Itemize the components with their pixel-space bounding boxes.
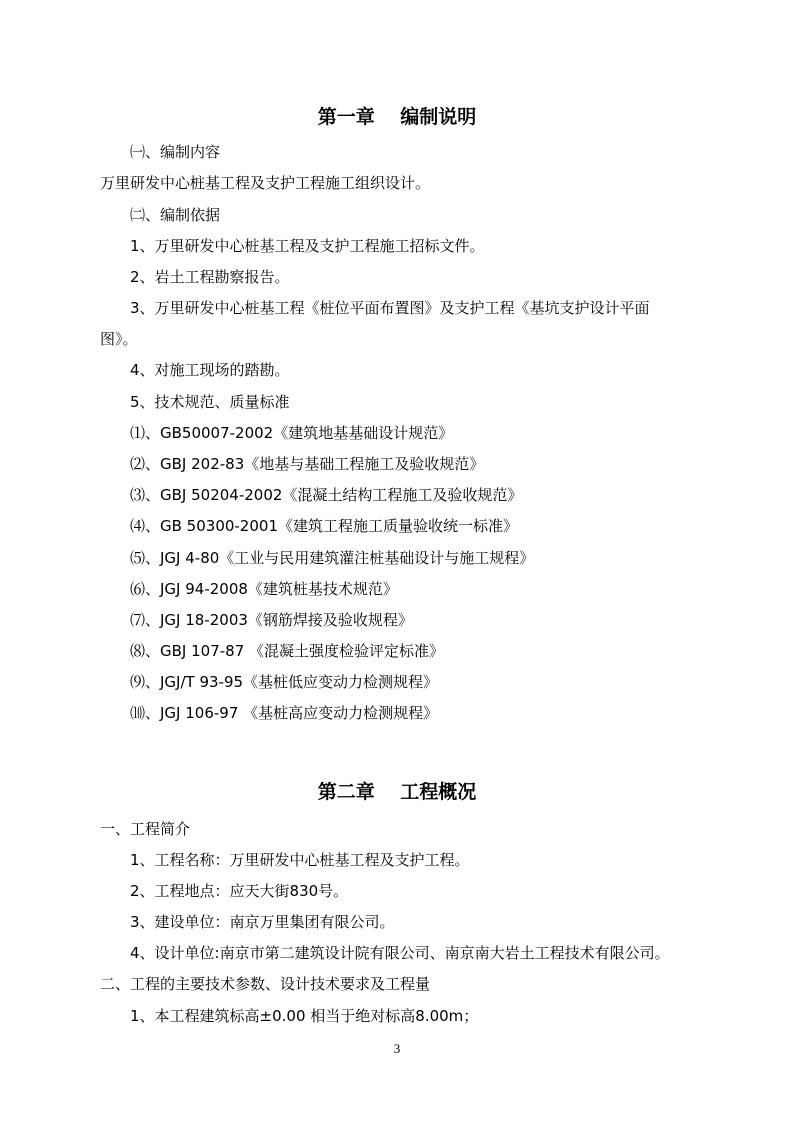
- info-item: 4、设计单位:南京市第二建筑设计院有限公司、南京南大岩土工程技术有限公司。: [130, 944, 670, 962]
- list-item: 2、岩土工程勘察报告。: [130, 268, 290, 286]
- paragraph: 万里研发中心桩基工程及支护工程施工组织设计。: [100, 174, 431, 192]
- section-heading: ㈠、编制内容: [130, 143, 221, 161]
- list-item-continuation: 图》。: [100, 330, 138, 348]
- standard-item: ⑴、GB50007-2002《建筑地基基础设计规范》: [130, 424, 454, 442]
- standard-item: ⑻、GBJ 107-87 《混凝土强度检验评定标准》: [130, 642, 445, 660]
- list-item: 1、万里研发中心桩基工程及支护工程施工招标文件。: [130, 237, 485, 255]
- chapter-title: 第二章 工程概况: [317, 781, 477, 803]
- list-item: 4、对施工现场的踏勘。: [130, 361, 290, 379]
- section-heading: 一、工程简介: [100, 820, 191, 838]
- standard-item: ⑺、JGJ 18-2003《钢筋焊接及验收规程》: [130, 611, 413, 629]
- section-heading: ㈡、编制依据: [130, 206, 221, 224]
- section-heading: 二、工程的主要技术参数、设计技术要求及工程量: [100, 975, 431, 993]
- list-item: 5、技术规范、质量标准: [130, 393, 290, 411]
- info-item: 3、建设单位：南京万里集团有限公司。: [130, 913, 395, 931]
- standard-item: ⑷、GB 50300-2001《建筑工程施工质量验收统一标准》: [130, 517, 518, 535]
- page-number: 3: [393, 1041, 401, 1056]
- list-item: 3、万里研发中心桩基工程《桩位平面布置图》及支护工程《基坑支护设计平面: [130, 299, 650, 317]
- standard-item: ⑼、JGJ/T 93-95《基桩低应变动力检测规程》: [130, 673, 439, 691]
- standard-item: ⑹、JGJ 94-2008《建筑桩基技术规范》: [130, 580, 398, 598]
- chapter-title: 第一章 编制说明: [317, 106, 477, 128]
- info-item: 1、工程名称：万里研发中心桩基工程及支护工程。: [130, 851, 470, 869]
- standard-item: ⑽、JGJ 106-97 《基桩高应变动力检测规程》: [130, 704, 439, 722]
- standard-item: ⑶、GBJ 50204-2002《混凝土结构工程施工及验收规范》: [130, 486, 523, 504]
- standard-item: ⑸、JGJ 4-80《工业与民用建筑灌注桩基础设计与施工规程》: [130, 549, 535, 567]
- standard-item: ⑵、GBJ 202-83《地基与基础工程施工及验收规范》: [130, 455, 485, 473]
- param-item: 1、本工程建筑标高±0.00 相当于绝对标高8.00m；: [130, 1007, 479, 1025]
- info-item: 2、工程地点：应天大街830号。: [130, 882, 349, 900]
